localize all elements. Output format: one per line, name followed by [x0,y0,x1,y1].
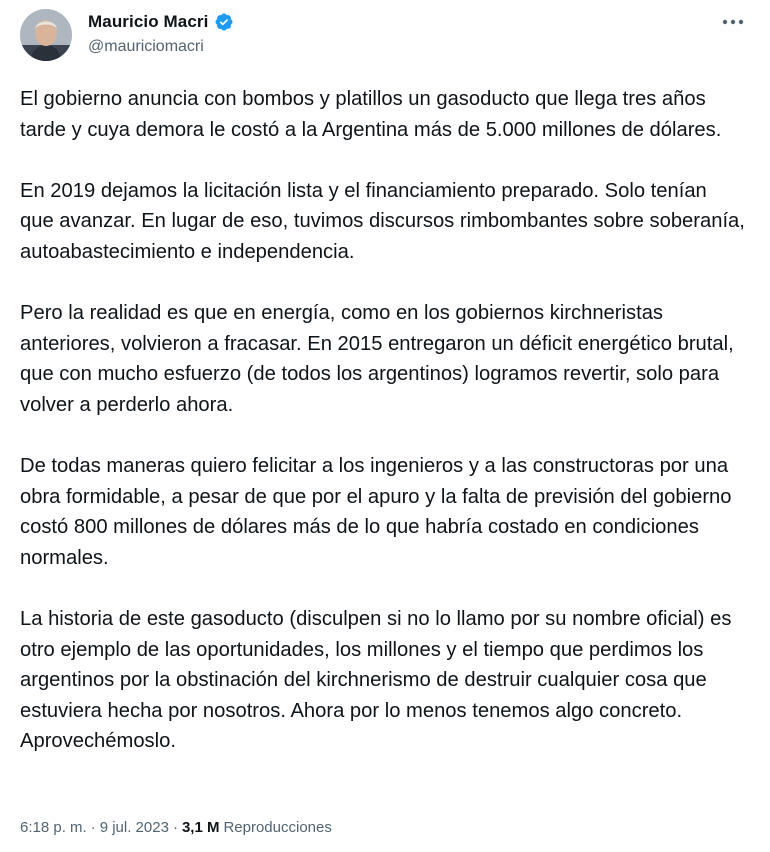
meta-separator: · [90,819,96,836]
avatar-image [20,9,72,61]
verified-badge-icon [214,12,234,32]
tweet-text [20,84,746,757]
tweet-paragraph-1: El gobierno anuncia con bombos y platillos un gasoducto que llega tres años tarde y cuya demora le costó a la Argentina más de 5.000 millones de dólares. [20,88,722,141]
display-name[interactable]: Mauricio Macri [88,12,209,31]
tweet-paragraph-2: En 2019 dejamos la licitación lista y el financiamiento preparado. Solo tenían que avanzar. En lugar de eso, tuvimos discursos rimbombantes sobre soberanía, autoabastecimiento e independencia. [20,179,745,263]
tweet-meta [20,819,332,836]
views-count: 3,1 M [181,819,220,836]
tweet-paragraph-3: Pero la realidad es que en energía, como en los gobiernos kirchneristas anteriores, volvieron a fracasar. En 2015 entregaron un déficit energético brutal, que con mucho esfuerzo (de todos los argentinos) logramos revertir, solo para volver a perderlo ahora. [20,302,734,416]
tweet-time[interactable]: 6:18 p. m. [20,819,87,836]
display-name-row [88,11,234,33]
avatar[interactable] [20,9,72,61]
tweet-paragraph-4: De todas maneras quiero felicitar a los ingenieros y a las constructoras por una obra formidable, a pesar de que por el apuro y la falta de previsión del gobierno costó 800 millones de dólares más de lo que habría costado en condiciones normales. [20,455,732,569]
author-names [88,11,234,56]
views-label: Reproducciones [223,819,332,836]
meta-separator: · [172,819,178,836]
tweet-date[interactable]: 9 jul. 2023 [99,819,169,836]
tweet-header [20,9,750,61]
more-icon[interactable] [718,11,748,33]
author-handle[interactable]: @mauriciomacri [88,38,204,55]
tweet-paragraph-5: La historia de este gasoducto (disculpen si no lo llamo por su nombre oficial) es otro ejemplo de las oportunidades, los millones y el tiempo que perdimos los argentinos por la obstinación del kirchnerismo de destruir cualquier cosa que estuviera hecha por nosotros. Ahora por lo menos tenemos algo concreto. Aprovechémoslo. [20,608,732,753]
